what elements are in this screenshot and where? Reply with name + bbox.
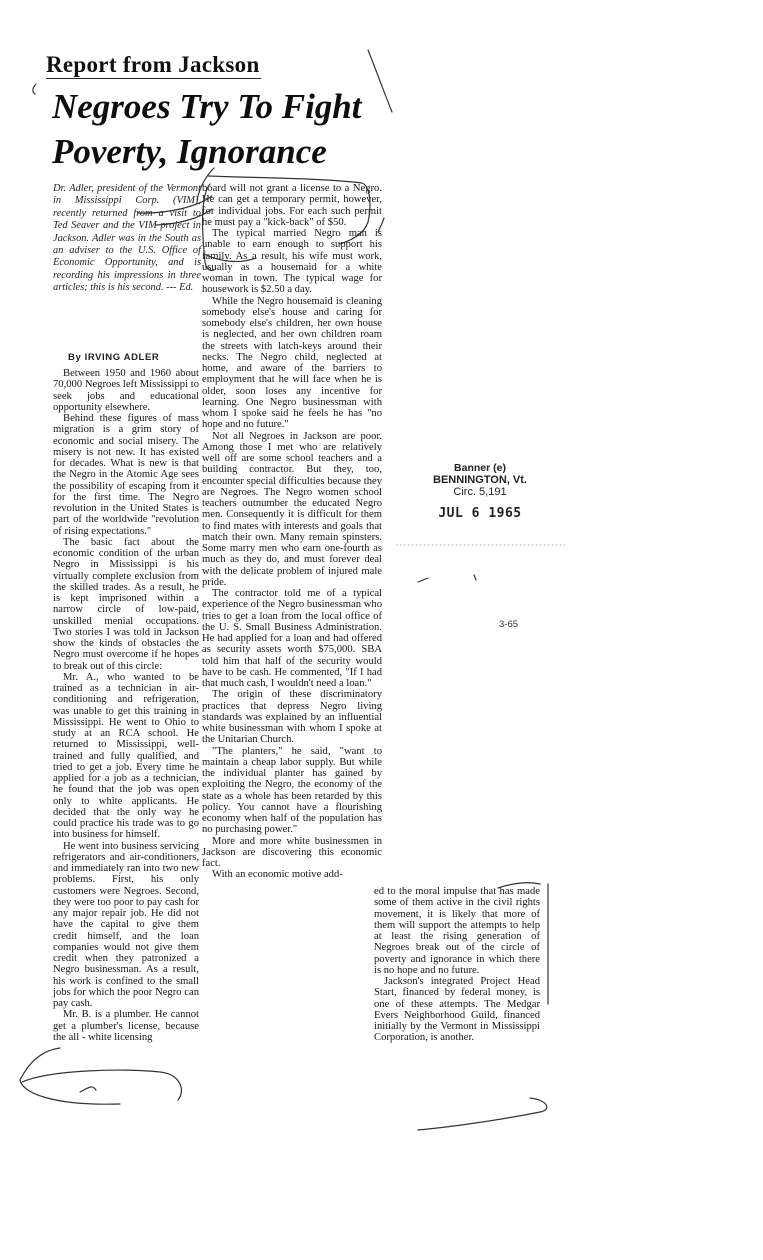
paragraph: "The planters," he said, "want to maintain a cheap labor supply. But while the individual planter has gained by exploiting the Negro, the economy of the state as a whole has been retarded by this policy. You cannot have a flourishing economy when half of the population has no purchasing power." [202,745,382,836]
pencil-stroke [474,575,476,580]
paragraph: He went into business servicing refrigerators and air-conditioners, and immediately ran into two new problems. First, his only customers were Negroes. Second, they were too poor to pay cash for any major repair job. He did not have the capital to give them credit himself, and the loan companies would not give them credit when they patronized a Negro businessman. As a result, his work is confined to the small jobs for which the poor Negro can pay cash. [53,840,199,1009]
paragraph: The contractor told me of a typical experience of the Negro businessman who tries to get a loan from the local office of the U. S. Small Business Administration. He had applied for a loan and had offered as security assets worth $75,000. SBA told him that half of the security would have to be cash. He commented, "If I had that much cash, I wouldn't need a loan." [202,588,382,689]
paragraph: Mr. A., who wanted to be trained as a technician in air-conditioning and refrigeration, was unable to get this training in Mississippi. He went to Ohio to study at an RCA school. He returned to Mississippi, well-trained and fully qualified, and tried to get a job. Every time he applied for a job as a technician, he found that the job was open only to white applicants. He decided that the only way he could practice his trade was to go into business for himself. [53,671,199,841]
paragraph: ed to the moral impulse that has made some of them active in the civil rights movement, it is likely that more of them will support the attempts to help at least the rising generation of Negroes break out of the circle of poverty and ignorance in which there is no hope and no future. [374,886,540,976]
kicker-rule [46,78,261,79]
article-column-2 [202,183,382,881]
article-column-3 [374,886,540,1044]
paragraph: The typical married Negro man is unable to earn enough to support his family. As a result, his wife must work, usually as a housemaid for a white woman in town. The typical wage for housework is $2.50 a day. [202,228,382,296]
pencil-stroke [80,1087,96,1092]
article-column-1 [53,368,199,1043]
pencil-stroke [20,1048,60,1080]
paragraph: The origin of these discriminatory practices that depress Negro living standards was explained by an influential white businessman with whom I spoke at the Unitarian Church. [202,689,382,746]
paragraph: board will not grant a license to a Negro. He can get a temporary permit, however, for individual jobs. For each such permit he must pay a "kick-back" of $50. [202,183,382,228]
date-stamp: JUL 6 1965 [438,506,522,521]
pencil-stroke [33,84,36,94]
paragraph: Not all Negroes in Jackson are poor. Among those I met who are relatively well off are some school teachers and a building contractor. But they, too, encounter special difficulties because they are Negroes. The Negro women school teachers outnumber the educated Negro men. Consequently it is difficult for them to find mates with interests and goals that match their own. Many remain spinsters. Some marry men who earn one-fourth as much as they do, and must forever deal with the delicate problem of injured male pride. [202,430,382,588]
kicker-heading: Report from Jackson [46,52,260,77]
paragraph: While the Negro housemaid is cleaning somebody else's house and caring for somebody else's children, her own house is neglected, and her own children roam the streets with latch-keys around their necks. The Negro child, neglected at home, and aware of the barriers to employment that he will face when he is older, soon loses any incentive for learning. One Negro businessman with whom I spoke said he feels he has "no hope and no future." [202,295,382,431]
paragraph: With an economic motive add- [212,869,343,881]
clipping-service-stamp [405,462,555,521]
clip-code: 3-65 [499,619,519,630]
pencil-stroke [418,1098,547,1130]
headline: Negroes Try To Fight Poverty, Ignorance [52,87,362,171]
publication-name: Banner (e) [454,462,506,474]
pencil-stroke [418,578,428,582]
publication-city: BENNINGTON, Vt. [433,474,527,486]
circulation: Circ. 5,191 [453,486,507,498]
byline: By IRVING ADLER [68,352,160,363]
paragraph: Mr. B. is a plumber. He cannot get a plumber's license, because the all - white licensing [53,1009,199,1043]
pencil-stroke [20,1080,120,1104]
pencil-stroke [22,1070,181,1100]
paragraph: More and more white businessmen in Jackson are discovering this economic fact. [202,835,382,869]
paragraph: The basic fact about the economic condition of the urban Negro in Mississippi is his virtually complete exclusion from the skilled trades. As a result, he is kept imprisoned within a narrow circle of low-paid, unskilled menial occupations. Two stories I was told in Jackson show the kinds of obstacles the Negro must overcome if he hopes to break out of this circle: [53,536,199,672]
paragraph: Between 1950 and 1960 about 70,000 Negroes left Mississippi to seek jobs and educational opportunity elsewhere. [53,368,199,413]
paragraph: Behind these figures of mass migration is a grim story of economic and social misery. The misery is not new. It has existed for decades. What is new is that the Negro in the Atomic Age sees the possibility of escaping from it for the first time. The Negro revolution in the United States is part of the worldwide "revolution of rising expectations." [53,413,199,537]
paragraph: Jackson's integrated Project Head Start, financed by federal money, is one of these attempts. The Medgar Evers Neighborhood Guild, financed initially by the Vermont in Mississippi Corporation, is another. [374,976,540,1044]
editor-note: Dr. Adler, president of the Vermont in Mississippi Corp. (VIM), recently returned from a visit to Ted Seaver and the VIM project in Jackson. Adler was in the South as an adviser to the U.S. Office of Economic Opportunity, and is recording his impressions in three articles; this is his second. --- Ed. [53,183,201,294]
